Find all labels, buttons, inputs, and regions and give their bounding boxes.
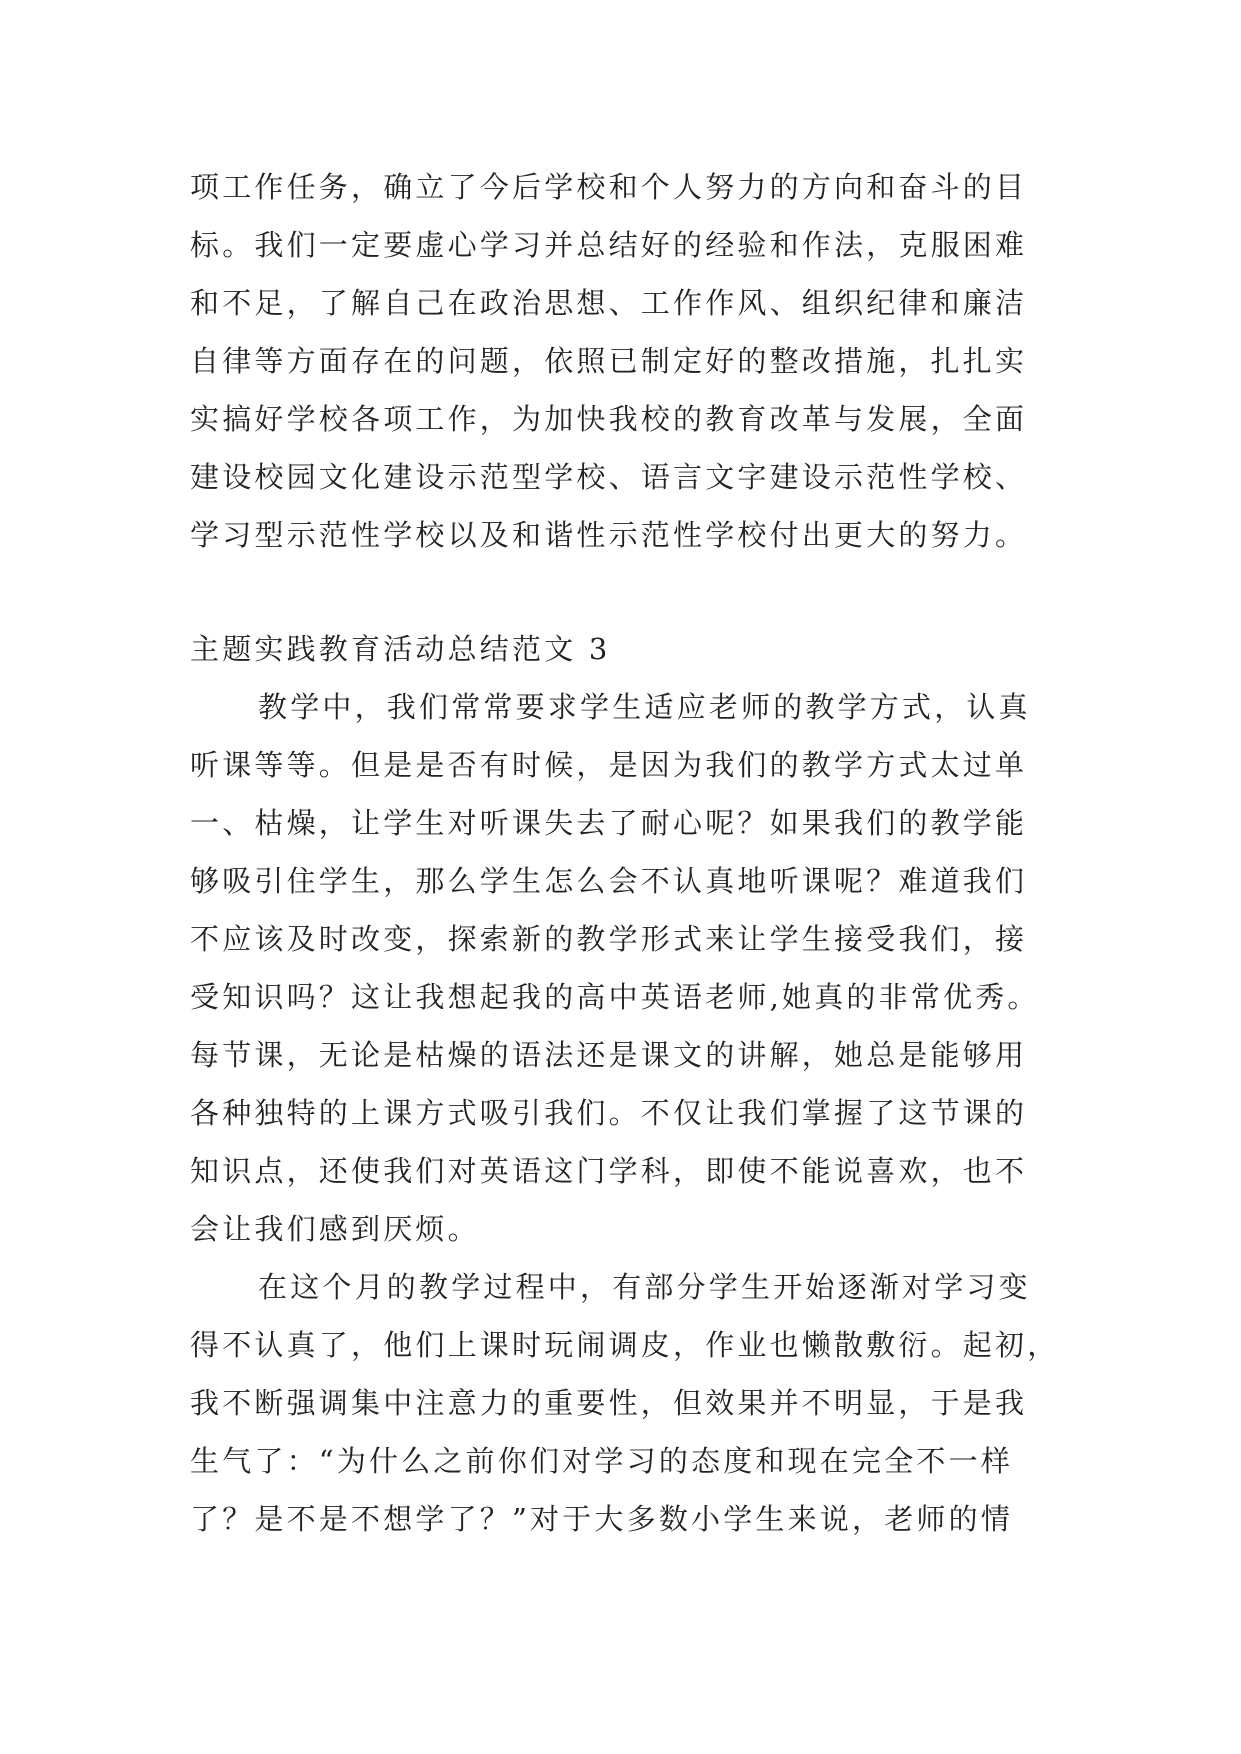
paragraph-line: 项工作任务，确立了今后学校和个人努力的方向和奋斗的目 (190, 170, 1028, 204)
paragraph-line: 建设校园文化建设示范型学校、语言文字建设示范性学校、 (190, 460, 1028, 494)
paragraph-line: 够吸引住学生，那么学生怎么会不认真地听课呢？难道我们 (190, 864, 1028, 898)
paragraph-line: 听课等等。但是是否有时候，是因为我们的教学方式太过单 (190, 748, 1028, 782)
top-paragraph (190, 158, 1070, 564)
section-heading: 主题实践教育活动总结范文 3 (190, 632, 611, 666)
paragraph-line: 学习型示范性学校以及和谐性示范性学校付出更大的努力。 (190, 518, 1028, 552)
paragraph-line: 生气了：“为什么之前你们对学习的态度和现在完全不一样 (190, 1444, 1014, 1478)
paragraph-line: 标。我们一定要虚心学习并总结好的经验和作法，克服困难 (190, 228, 1028, 262)
paragraph-line: 知识点，还使我们对英语这门学科，即使不能说喜欢，也不 (190, 1154, 1028, 1188)
paragraph-line: 自律等方面存在的问题，依照已制定好的整改措施，扎扎实 (190, 344, 1028, 378)
paragraph-line: 了？是不是不想学了？”对于大多数小学生来说，老师的情 (190, 1502, 1014, 1536)
paragraph-line: 各种独特的上课方式吸引我们。不仅让我们掌握了这节课的 (190, 1096, 1028, 1130)
paragraph-1 (190, 678, 1070, 1258)
paragraph-line: 不应该及时改变，探索新的教学形式来让学生接受我们，接 (190, 922, 1028, 956)
paragraph-2 (190, 1258, 1070, 1548)
section-heading-block (190, 620, 1070, 678)
paragraph-line: 会让我们感到厌烦。 (190, 1212, 480, 1246)
paragraph-line: 受知识吗？这让我想起我的高中英语老师,她真的非常优秀。 (190, 980, 1040, 1014)
paragraph-line: 得不认真了，他们上课时玩闹调皮，作业也懒散敷衍。起初， (190, 1328, 1060, 1362)
paragraph-line: 实搞好学校各项工作，为加快我校的教育改革与发展，全面 (190, 402, 1028, 436)
paragraph-line: 每节课，无论是枯燥的语法还是课文的讲解，她总是能够用 (190, 1038, 1028, 1072)
paragraph-line: 和不足，了解自己在政治思想、工作作风、组织纪律和廉洁 (190, 286, 1028, 320)
paragraph-line: 教学中，我们常常要求学生适应老师的教学方式，认真 (258, 690, 1031, 724)
paragraph-line: 在这个月的教学过程中，有部分学生开始逐渐对学习变 (258, 1270, 1031, 1304)
paragraph-line: 一、枯燥，让学生对听课失去了耐心呢？如果我们的教学能 (190, 806, 1028, 840)
paragraph-line: 我不断强调集中注意力的重要性，但效果并不明显，于是我 (190, 1386, 1028, 1420)
